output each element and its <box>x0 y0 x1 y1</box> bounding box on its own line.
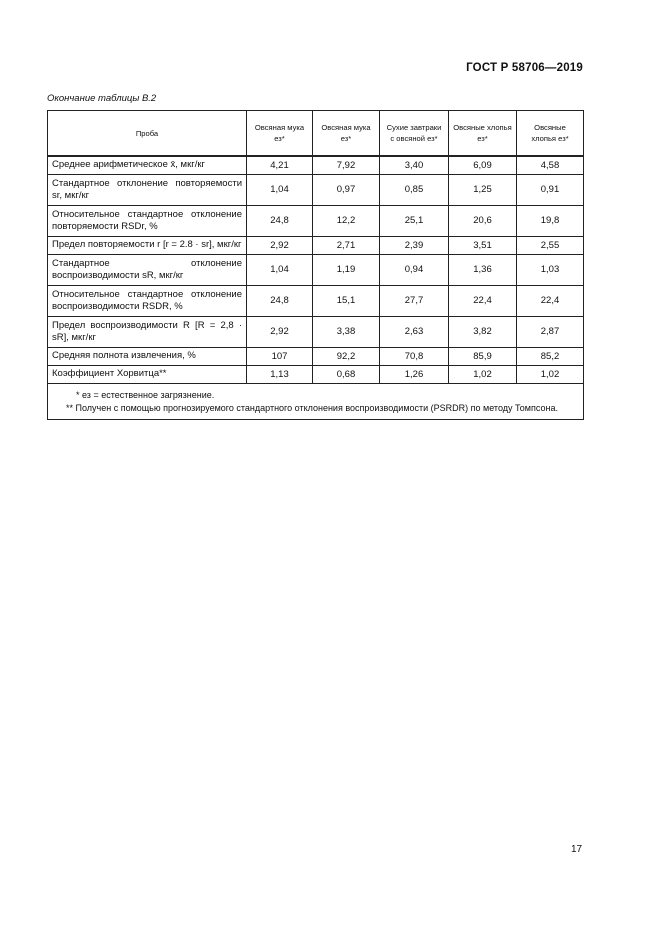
cell-value: 3,38 <box>313 316 380 347</box>
row-label: Стандартное отклонение воспроизводимости sR, мкг/кг <box>48 254 247 285</box>
cell-value: 2,71 <box>313 236 380 254</box>
cell-value: 1,03 <box>517 254 584 285</box>
column-header: Проба <box>48 111 247 157</box>
cell-value: 0,68 <box>313 365 380 383</box>
table-row <box>48 156 584 174</box>
row-label: Средняя полнота извлечения, % <box>48 347 247 365</box>
cell-value: 1,02 <box>449 365 517 383</box>
cell-value: 6,09 <box>449 156 517 174</box>
cell-value: 25,1 <box>380 205 449 236</box>
document-standard-number: ГОСТ Р 58706—2019 <box>466 62 583 74</box>
cell-value: 70,8 <box>380 347 449 365</box>
table-notes <box>48 383 584 419</box>
cell-value: 3,51 <box>449 236 517 254</box>
cell-value: 2,63 <box>380 316 449 347</box>
row-label: Относительное стандартное отклонение повторяемости RSDr, % <box>48 205 247 236</box>
cell-value: 1,25 <box>449 174 517 205</box>
cell-value: 7,92 <box>313 156 380 174</box>
cell-value: 1,02 <box>517 365 584 383</box>
cell-value: 1,04 <box>247 174 313 205</box>
cell-value: 2,55 <box>517 236 584 254</box>
row-label: Стандартное отклонение повторяемости sr, мкг/кг <box>48 174 247 205</box>
table-notes-row <box>48 383 584 419</box>
table-row <box>48 205 584 236</box>
cell-value: 22,4 <box>449 285 517 316</box>
cell-value: 15,1 <box>313 285 380 316</box>
table-header-row <box>48 111 584 157</box>
cell-value: 1,19 <box>313 254 380 285</box>
cell-value: 4,21 <box>247 156 313 174</box>
row-label: Среднее арифметическое x̄, мкг/кг <box>48 156 247 174</box>
cell-value: 4,58 <box>517 156 584 174</box>
cell-value: 0,97 <box>313 174 380 205</box>
table-row <box>48 365 584 383</box>
cell-value: 92,2 <box>313 347 380 365</box>
cell-value: 0,91 <box>517 174 584 205</box>
cell-value: 1,04 <box>247 254 313 285</box>
footnote: * ез = естественное загрязнение. <box>76 389 215 400</box>
cell-value: 27,7 <box>380 285 449 316</box>
cell-value: 2,92 <box>247 316 313 347</box>
cell-value: 1,13 <box>247 365 313 383</box>
table-row <box>48 316 584 347</box>
cell-value: 0,94 <box>380 254 449 285</box>
row-label: Коэффициент Хорвитца** <box>48 365 247 383</box>
cell-value: 85,2 <box>517 347 584 365</box>
cell-value: 2,87 <box>517 316 584 347</box>
table-row <box>48 174 584 205</box>
row-label: Относительное стандартное отклонение воспроизводимости RSDR, % <box>48 285 247 316</box>
column-header: Овсяная мука ез* <box>313 111 380 157</box>
page-number: 17 <box>571 844 583 855</box>
table-row <box>48 347 584 365</box>
footnote: ** Получен с помощью прогнозируемого стандартного отклонения воспроизводимости (PSRDR) по методу Томпсона. <box>66 402 558 413</box>
cell-value: 1,36 <box>449 254 517 285</box>
cell-value: 0,85 <box>380 174 449 205</box>
cell-value: 3,82 <box>449 316 517 347</box>
cell-value: 22,4 <box>517 285 584 316</box>
table-row <box>48 285 584 316</box>
column-header: Овсяные хлопья ез* <box>449 111 517 157</box>
cell-value: 20,6 <box>449 205 517 236</box>
cell-value: 19,8 <box>517 205 584 236</box>
cell-value: 24,8 <box>247 205 313 236</box>
column-header: Сухие завтраки с овсяной ез* <box>380 111 449 157</box>
column-header: Овсяная мука ез* <box>247 111 313 157</box>
cell-value: 85,9 <box>449 347 517 365</box>
table-row <box>48 254 584 285</box>
table-row <box>48 236 584 254</box>
cell-value: 24,8 <box>247 285 313 316</box>
cell-value: 2,92 <box>247 236 313 254</box>
cell-value: 12,2 <box>313 205 380 236</box>
table-caption: Окончание таблицы В.2 <box>47 93 157 104</box>
column-header: Овсяные хлопья ез* <box>517 111 584 157</box>
precision-data-table <box>47 110 584 420</box>
cell-value: 1,26 <box>380 365 449 383</box>
cell-value: 3,40 <box>380 156 449 174</box>
cell-value: 2,39 <box>380 236 449 254</box>
cell-value: 107 <box>247 347 313 365</box>
row-label: Предел повторяемости r [r = 2.8 · sr], мкг/кг <box>48 236 247 254</box>
row-label: Предел воспроизводимости R [R = 2,8 · sR], мкг/кг <box>48 316 247 347</box>
